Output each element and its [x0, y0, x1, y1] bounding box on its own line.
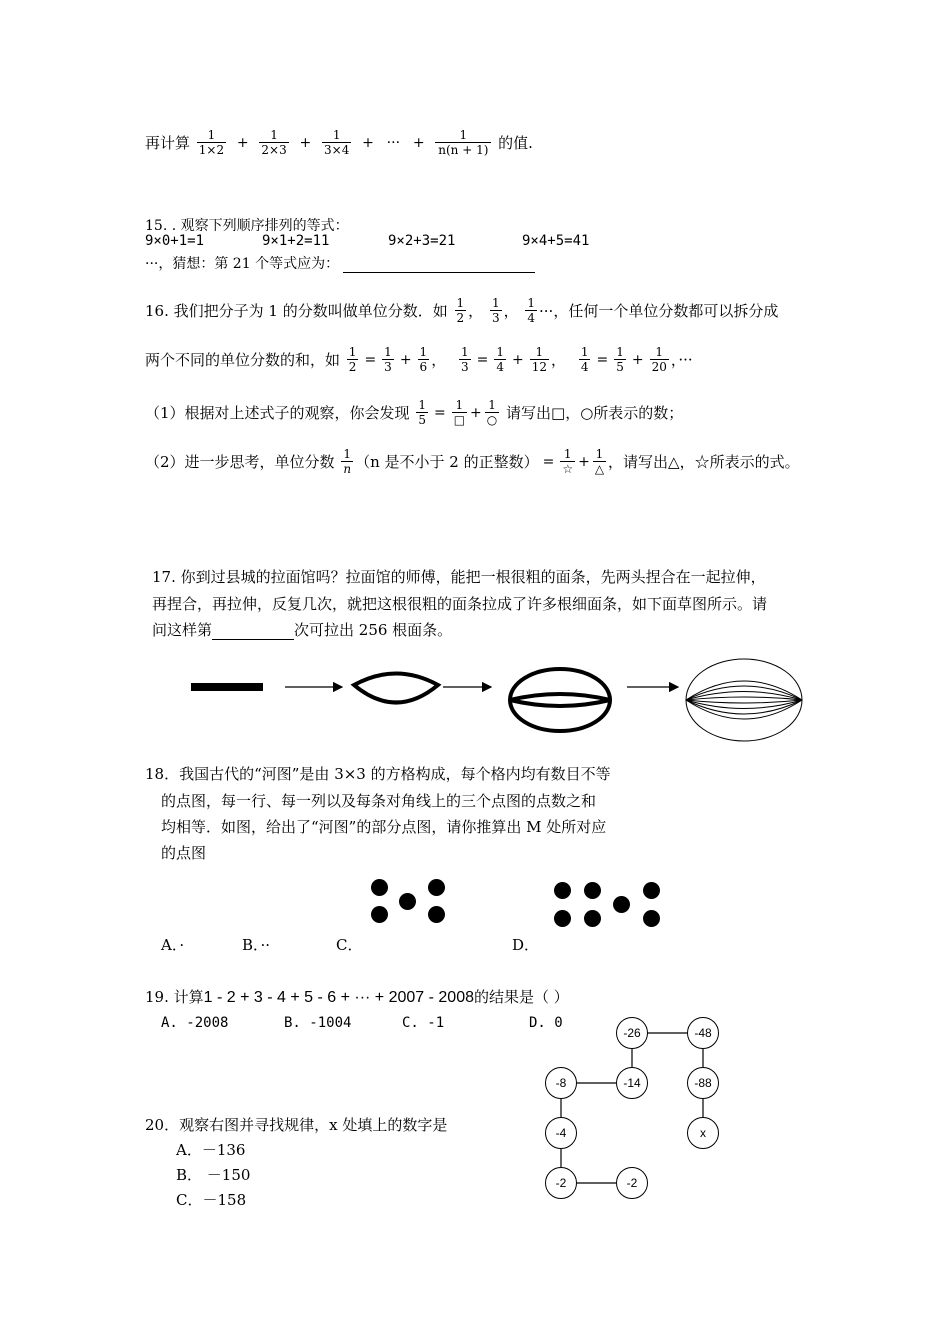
equals-sign: = — [476, 351, 489, 368]
q16-part2-end: ，请写出△，☆所表示的式。 — [608, 453, 800, 471]
q20-node-neg4: -4 — [545, 1117, 577, 1149]
q16-part1-square: $\frac{1}{□}$ — [453, 398, 466, 427]
q18-line2: 的点图，每一行、每一列以及每条对角线上的三个点图的点数之和 — [161, 792, 597, 810]
comma: ， — [503, 302, 519, 320]
q19-option-a[interactable]: A. -2008 — [161, 1015, 229, 1031]
ellipsis: ··· — [678, 350, 693, 369]
q19-prefix: 19. 计算 — [145, 988, 204, 1006]
q16-ex3-b: $\frac{1}{20}$ — [651, 345, 667, 374]
q14-term-2: $\frac{1}{2\times 3}$ — [261, 128, 287, 157]
q17-line3-b: 次可拉出 256 根面条。 — [294, 621, 453, 639]
comma: ， — [468, 302, 484, 320]
q15-eq-1: 9×0+1=1 — [145, 233, 205, 249]
q16-part2-triangle: $\frac{1}{\triangle}$ — [594, 447, 605, 476]
q20-node-x: x — [687, 1117, 719, 1149]
q14-term-1: $\frac{1}{1\times 2}$ — [198, 128, 225, 157]
plus-sign: + — [236, 134, 249, 151]
q16-part1-circle: $\frac{1}{○}$ — [486, 398, 498, 427]
q18-option-b[interactable]: B．·· — [242, 936, 271, 954]
q16-part2-prefix: （2）进一步思考，单位分数 — [145, 453, 335, 471]
comma: ， — [551, 351, 567, 369]
q19-option-b[interactable]: B. -1004 — [284, 1015, 352, 1031]
q16-ex3-lhs: $\frac{1}{4}$ — [580, 345, 589, 374]
q20-node-neg8: -8 — [545, 1067, 577, 1099]
q17-line2: 再捏合，再拉伸，反复几次，就把这根很粗的面条拉成了许多根细面条，如下面草图所示。请 — [152, 595, 768, 613]
q16-ex1-b: $\frac{1}{6}$ — [419, 345, 428, 374]
q20-option-a[interactable]: A．－136 — [176, 1141, 246, 1159]
plus-sign: + — [362, 134, 374, 151]
q16-ex2-a: $\frac{1}{4}$ — [496, 345, 504, 374]
q16-part1-frac: $\frac{1}{5}$ — [418, 398, 426, 427]
q16-part2-mid: （n 是不小于 2 的正整数） — [355, 453, 539, 471]
q15-title: 15. . 观察下列顺序排列的等式： — [145, 218, 349, 234]
q19-option-d[interactable]: D. 0 — [529, 1015, 563, 1031]
q15-tail-text: ···，猜想：第 21 个等式应为： — [145, 256, 340, 272]
q17-line3-a: 问这样第 — [152, 621, 213, 639]
equals-sign: = — [364, 351, 377, 368]
q16-frac-1-2: $\frac{1}{2}$ — [456, 296, 465, 325]
q16-ex2-lhs: $\frac{1}{3}$ — [460, 345, 469, 374]
q16-ex3-a: $\frac{1}{5}$ — [616, 345, 624, 374]
equals-sign: = — [542, 453, 555, 470]
q20-stem: 20．观察右图并寻找规律，x 处填上的数字是 — [145, 1116, 448, 1134]
q14-suffix: 的值. — [498, 134, 533, 152]
q18-option-c[interactable]: C． — [336, 936, 363, 954]
comma: ， — [670, 351, 679, 369]
q16-part1-end: 请写出□，○所表示的数； — [506, 404, 684, 422]
plus-sign: + — [299, 134, 312, 151]
q16-frac-1-3: $\frac{1}{3}$ — [491, 296, 500, 325]
q16-ex1-a: $\frac{1}{3}$ — [384, 345, 392, 374]
q18-option-a[interactable]: A．· — [161, 936, 185, 954]
q19-option-c[interactable]: C. -1 — [402, 1015, 445, 1031]
q16-ex1-lhs: $\frac{1}{2}$ — [348, 345, 357, 374]
q16-part1-prefix: （1）根据对上述式子的观察，你会发现 — [145, 404, 410, 422]
plus-sign: + — [470, 404, 482, 421]
q16-intro-end: ···，任何一个单位分数都可以拆分成 — [539, 302, 779, 320]
q16-ex2-b: $\frac{1}{12}$ — [531, 345, 548, 374]
q18-line4: 的点图 — [161, 844, 207, 862]
ellipsis: ··· — [386, 134, 401, 151]
q20-node-neg48: -48 — [687, 1017, 719, 1049]
comma: ， — [431, 351, 447, 369]
q16-line2-prefix: 两个不同的单位分数的和，如 — [145, 351, 341, 369]
q16-frac-1-4: $\frac{1}{4}$ — [527, 296, 536, 325]
q20-option-c[interactable]: C．－158 — [176, 1191, 247, 1209]
q14-prefix: 再计算 — [145, 134, 191, 152]
q18-option-d[interactable]: D． — [512, 936, 540, 954]
q14-term-3: $\frac{1}{3\times 4}$ — [324, 128, 350, 157]
equals-sign: = — [433, 404, 446, 421]
q15-eq-3: 9×2+3=21 — [388, 233, 456, 249]
q20-node-neg14: -14 — [616, 1067, 648, 1099]
q16-part2-star: $\frac{1}{☆}$ — [562, 447, 574, 476]
q20-node-neg2-left: -2 — [545, 1167, 577, 1199]
q19-expression: 1 - 2 + 3 - 4 + 5 - 6 + ··· + 2007 - 2008 — [203, 989, 474, 1006]
plus-sign: + — [512, 351, 524, 368]
plus-sign: + — [578, 453, 590, 470]
q15-eq-2: 9×1+2=11 — [262, 233, 330, 249]
q18-line3: 均相等．如图，给出了“河图”的部分点图，请你推算出 M 处所对应 — [161, 818, 607, 836]
plus-sign: + — [412, 134, 425, 151]
q20-node-neg26: -26 — [616, 1017, 648, 1049]
plus-sign: + — [399, 351, 412, 368]
q18-line1: 18．我国古代的“河图”是由 3×3 的方格构成，每个格内均有数目不等 — [145, 765, 611, 783]
q16-part2-frac: $\frac{1}{n}$ — [343, 447, 352, 476]
q15-eq-4: 9×4+5=41 — [522, 233, 590, 249]
q14-term-last: $\frac{1}{n(n + 1)}$ — [435, 128, 491, 157]
q19-suffix: 的结果是（ ） — [474, 988, 569, 1006]
q20-node-neg88: -88 — [687, 1067, 719, 1099]
q20-node-neg2-right: -2 — [616, 1167, 648, 1199]
plus-sign: + — [631, 351, 644, 368]
q17-line1: 17. 你到过县城的拉面馆吗？拉面馆的师傅，能把一根很粗的面条，先两头捏合在一起拉伸， — [152, 568, 766, 586]
q20-option-b[interactable]: B． －150 — [176, 1166, 251, 1184]
equals-sign: = — [596, 351, 609, 368]
q16-intro: 16. 我们把分子为 1 的分数叫做单位分数．如 — [145, 302, 448, 320]
